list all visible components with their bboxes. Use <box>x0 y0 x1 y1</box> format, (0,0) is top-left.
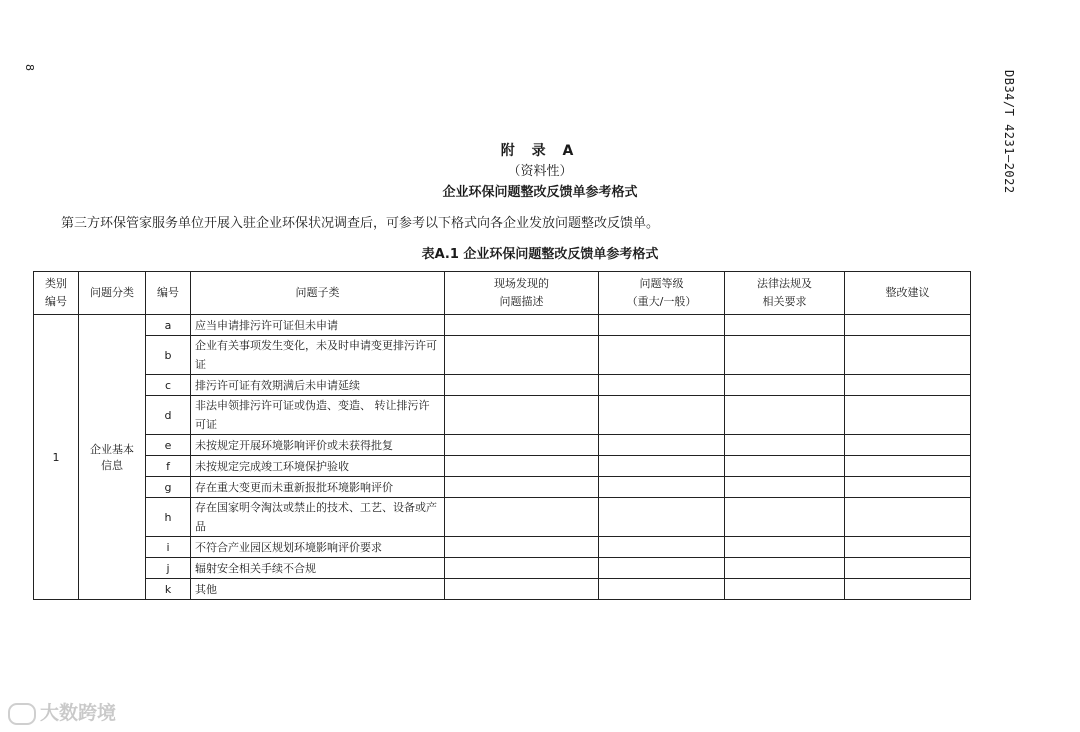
onsite-cell[interactable] <box>445 558 599 579</box>
header-onsite-description: 现场发现的 问题描述 <box>445 272 599 315</box>
onsite-cell[interactable] <box>445 336 599 375</box>
table-row <box>34 396 971 435</box>
subclass-cell: 应当申请排污许可证但未申请 <box>191 315 445 336</box>
item-no-cell: e <box>146 435 191 456</box>
advice-cell[interactable] <box>845 315 971 336</box>
law-cell[interactable] <box>725 435 845 456</box>
level-cell[interactable] <box>599 498 725 537</box>
document-title: 企业环保问题整改反馈单参考格式 <box>442 185 638 200</box>
advice-cell[interactable] <box>845 456 971 477</box>
law-cell[interactable] <box>725 558 845 579</box>
advice-cell[interactable] <box>845 435 971 456</box>
header-rectification-advice: 整改建议 <box>845 272 971 315</box>
item-no-cell: j <box>146 558 191 579</box>
subclass-cell: 未按规定开展环境影响评价或未获得批复 <box>191 435 445 456</box>
onsite-cell[interactable] <box>445 537 599 558</box>
onsite-cell[interactable] <box>445 498 599 537</box>
item-no-cell: d <box>146 396 191 435</box>
level-cell[interactable] <box>599 537 725 558</box>
intro-paragraph: 第三方环保管家服务单位开展入驻企业环保状况调查后，可参考以下格式向各企业发放问题整改反馈单。 <box>61 216 660 231</box>
level-cell[interactable] <box>599 315 725 336</box>
category-no-cell: 1 <box>34 315 79 600</box>
level-cell[interactable] <box>599 558 725 579</box>
law-cell[interactable] <box>725 315 845 336</box>
law-cell[interactable] <box>725 537 845 558</box>
advice-cell[interactable] <box>845 375 971 396</box>
table-row <box>34 315 971 336</box>
law-cell[interactable] <box>725 396 845 435</box>
level-cell[interactable] <box>599 396 725 435</box>
table-row <box>34 498 971 537</box>
subclass-cell: 不符合产业园区规划环境影响评价要求 <box>191 537 445 558</box>
onsite-cell[interactable] <box>445 456 599 477</box>
item-no-cell: i <box>146 537 191 558</box>
watermark-text: 大数跨境 <box>40 702 117 724</box>
page-number: 8 <box>23 64 36 71</box>
advice-cell[interactable] <box>845 477 971 498</box>
header-problem-level: 问题等级 （重大/一般） <box>599 272 725 315</box>
table-header-row <box>34 272 971 315</box>
law-cell[interactable] <box>725 498 845 537</box>
level-cell[interactable] <box>599 435 725 456</box>
header-category-no: 类别 编号 <box>34 272 79 315</box>
law-cell[interactable] <box>725 579 845 600</box>
subclass-cell: 存在重大变更而未重新报批环境影响评价 <box>191 477 445 498</box>
law-cell[interactable] <box>725 336 845 375</box>
item-no-cell: f <box>146 456 191 477</box>
subclass-cell: 未按规定完成竣工环境保护验收 <box>191 456 445 477</box>
appendix-type: （资料性） <box>507 164 573 179</box>
onsite-cell[interactable] <box>445 477 599 498</box>
item-no-cell: c <box>146 375 191 396</box>
table-title: 表A.1 企业环保问题整改反馈单参考格式 <box>421 247 659 262</box>
level-cell[interactable] <box>599 336 725 375</box>
feedback-table <box>33 271 971 600</box>
subclass-cell: 存在国家明令淘汰或禁止的技术、工艺、设备或产品 <box>191 498 445 537</box>
table-row <box>34 537 971 558</box>
subclass-cell: 其他 <box>191 579 445 600</box>
onsite-cell[interactable] <box>445 315 599 336</box>
level-cell[interactable] <box>599 456 725 477</box>
law-cell[interactable] <box>725 477 845 498</box>
advice-cell[interactable] <box>845 558 971 579</box>
item-no-cell: a <box>146 315 191 336</box>
table-row <box>34 579 971 600</box>
table-row <box>34 435 971 456</box>
advice-cell[interactable] <box>845 498 971 537</box>
advice-cell[interactable] <box>845 336 971 375</box>
table-row <box>34 456 971 477</box>
item-no-cell: b <box>146 336 191 375</box>
law-cell[interactable] <box>725 375 845 396</box>
watermark <box>8 698 116 725</box>
header-problem-class: 问题分类 <box>79 272 146 315</box>
subclass-cell: 辐射安全相关手续不合规 <box>191 558 445 579</box>
watermark-logo-icon <box>8 703 36 725</box>
subclass-cell: 排污许可证有效期满后未申请延续 <box>191 375 445 396</box>
table-row <box>34 375 971 396</box>
table-row <box>34 477 971 498</box>
standard-code: DB34/T 4231—2022 <box>1002 70 1016 194</box>
subclass-cell: 企业有关事项发生变化，未及时申请变更排污许可证 <box>191 336 445 375</box>
onsite-cell[interactable] <box>445 579 599 600</box>
advice-cell[interactable] <box>845 396 971 435</box>
item-no-cell: k <box>146 579 191 600</box>
law-cell[interactable] <box>725 456 845 477</box>
header-subclass: 问题子类 <box>191 272 445 315</box>
advice-cell[interactable] <box>845 537 971 558</box>
header-law-requirements: 法律法规及 相关要求 <box>725 272 845 315</box>
advice-cell[interactable] <box>845 579 971 600</box>
onsite-cell[interactable] <box>445 396 599 435</box>
item-no-cell: h <box>146 498 191 537</box>
onsite-cell[interactable] <box>445 375 599 396</box>
header-item-no: 编号 <box>146 272 191 315</box>
level-cell[interactable] <box>599 375 725 396</box>
level-cell[interactable] <box>599 477 725 498</box>
table-row <box>34 336 971 375</box>
problem-class-cell: 企业基本 信息 <box>79 315 146 600</box>
item-no-cell: g <box>146 477 191 498</box>
level-cell[interactable] <box>599 579 725 600</box>
table-row <box>34 558 971 579</box>
appendix-heading: 附 录 A <box>500 143 580 159</box>
onsite-cell[interactable] <box>445 435 599 456</box>
subclass-cell: 非法申领排污许可证或伪造、变造、 转让排污许可证 <box>191 396 445 435</box>
